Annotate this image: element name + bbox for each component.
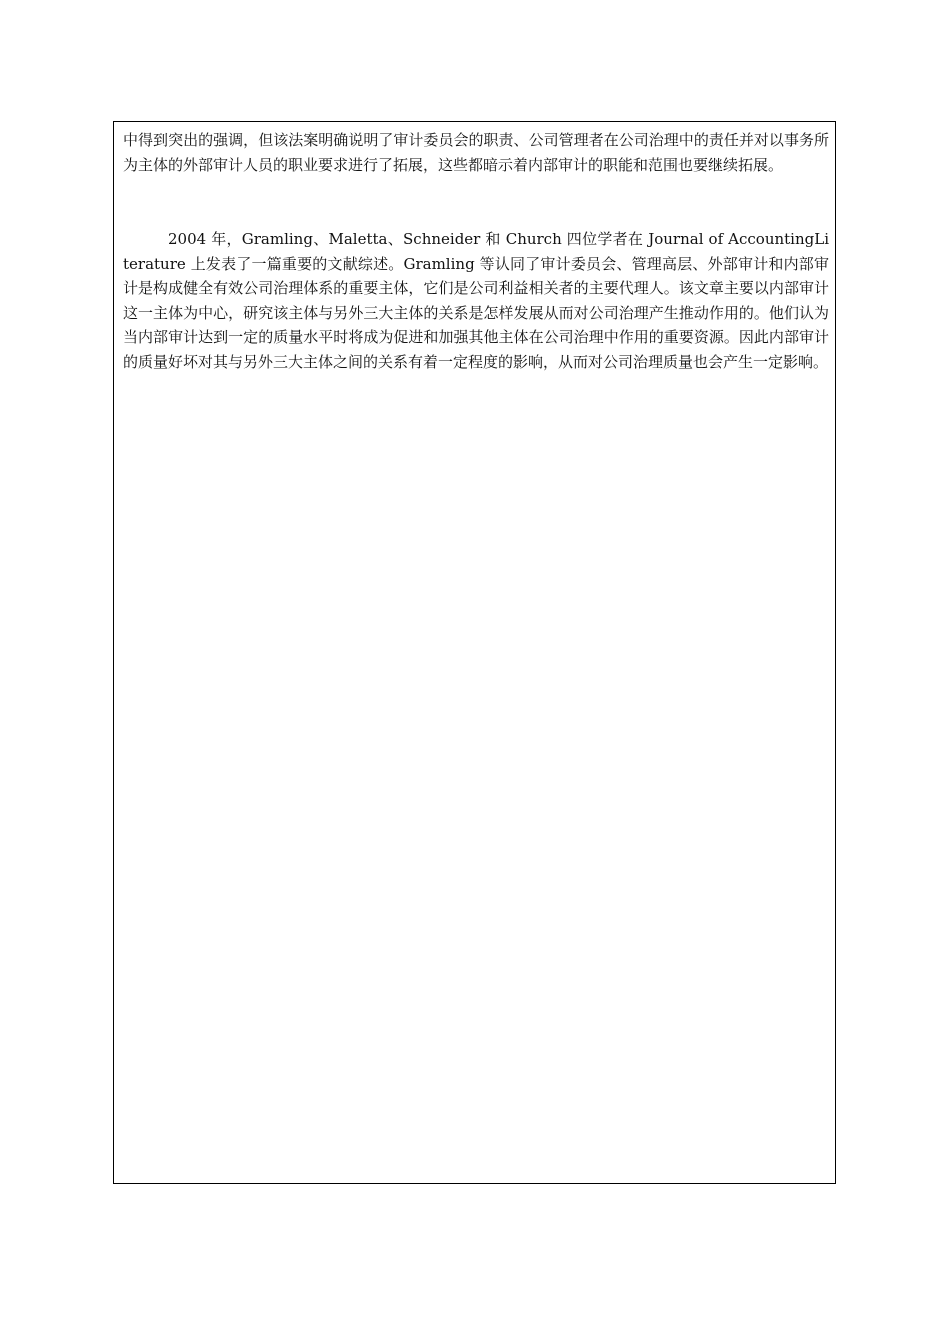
paragraph-2: 2004 年，Gramling、Maletta、Schneider 和 Church 四位学者在 Journal of AccountingLiterature 上发表了一篇重要的文献综述。Gramling 等认同了审计委员会、管理高层、外部审计和内部审计是构成健全有效公司治理体系的重要主体，它们是公司利益相关者的主要代理人。该文章主要以内部审计这一主体为中心，研究该主体与另外三大主体的关系是怎样发展从而对公司治理产生推动作用的。他们认为当内部审计达到一定的质量水平时将成为促进和加强其他主体在公司治理中作用的重要资源。因此内部审计的质量好坏对其与另外三大主体之间的关系有着一定程度的影响，从而对公司治理质量也会产生一定影响。	[123, 230, 829, 371]
document-frame	[113, 121, 836, 1184]
paragraph-1: 中得到突出的强调，但该法案明确说明了审计委员会的职责、公司管理者在公司治理中的责任并对以事务所为主体的外部审计人员的职业要求进行了拓展，这些都暗示着内部审计的职能和范围也要继续拓展。	[123, 131, 829, 174]
